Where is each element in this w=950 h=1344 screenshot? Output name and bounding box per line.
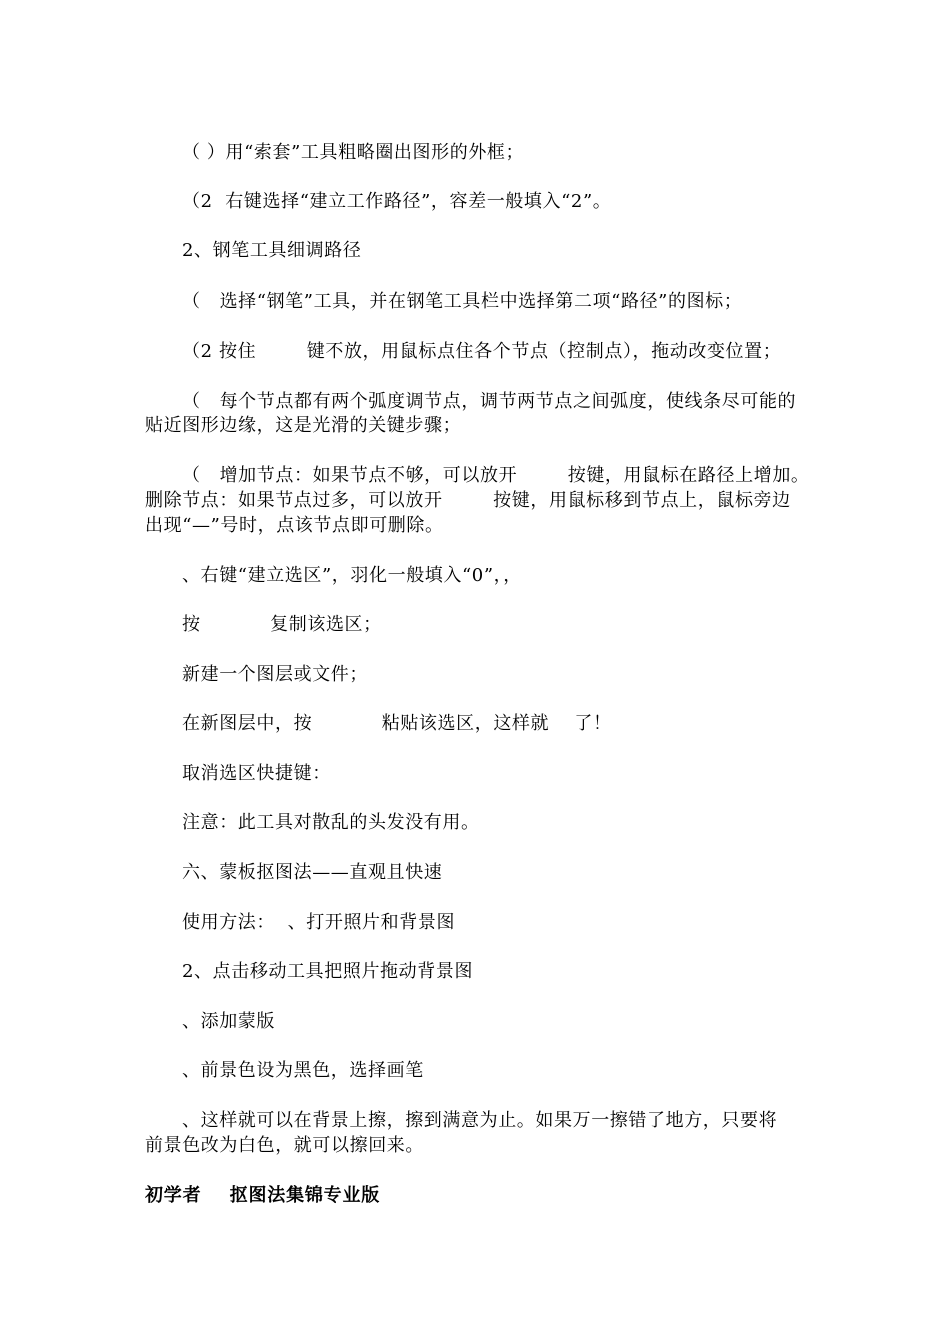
text-line: （2 右键选择“建立工作路径”，容差一般填入“2”。: [182, 191, 612, 212]
text-line: 贴近图形边缘，这是光滑的关键步骤；: [145, 415, 462, 436]
text-line: 在新图层中，按 粘贴该选区，这样就 了！: [182, 713, 612, 734]
text-line: （2 按住 键不放，用鼠标点住各个节点（控制点），拖动改变位置；: [182, 341, 782, 362]
text-line: 2、点击移动工具把照片拖动背景图: [182, 961, 474, 982]
text-line: （ 增加节点：如果节点不够，可以放开 按键，用鼠标在路径上增加。: [182, 465, 810, 486]
text-line: 、前景色设为黑色，选择画笔: [182, 1060, 424, 1081]
text-line: 、添加蒙版: [182, 1011, 275, 1032]
text-line: （ 每个节点都有两个弧度调节点，调节两节点之间弧度，使线条尽可能的: [182, 391, 797, 412]
text-line: 使用方法： 、打开照片和背景图: [182, 912, 456, 933]
text-line: 新建一个图层或文件；: [182, 664, 368, 685]
text-line: （ 选择“钢笔”工具，并在钢笔工具栏中选择第二项“路径”的图标；: [182, 291, 743, 312]
text-line: 删除节点：如果节点过多，可以放开 按键，用鼠标移到节点上，鼠标旁边: [145, 490, 791, 511]
text-line: 前景色改为白色，就可以擦回来。: [145, 1135, 424, 1156]
text-line: 注意：此工具对散乱的头发没有用。: [182, 812, 480, 833]
text-line: （ ）用“索套”工具粗略圈出图形的外框；: [182, 142, 525, 163]
text-line: 出现“—”号时，点该节点即可删除。: [145, 515, 444, 536]
text-line: 按 复制该选区；: [182, 614, 382, 635]
text-line: 、这样就可以在背景上擦，擦到满意为止。如果万一擦错了地方，只要将: [182, 1110, 778, 1131]
section-heading: 2、钢笔工具细调路径: [182, 240, 362, 261]
section-heading: 六、蒙板抠图法——直观且快速: [182, 862, 443, 883]
text-line: 、右键“建立选区”，羽化一般填入“0”，，: [182, 565, 522, 586]
footer-title: 初学者 抠图法集锦专业版: [145, 1185, 381, 1206]
text-line: 取消选区快捷键：: [182, 763, 331, 784]
